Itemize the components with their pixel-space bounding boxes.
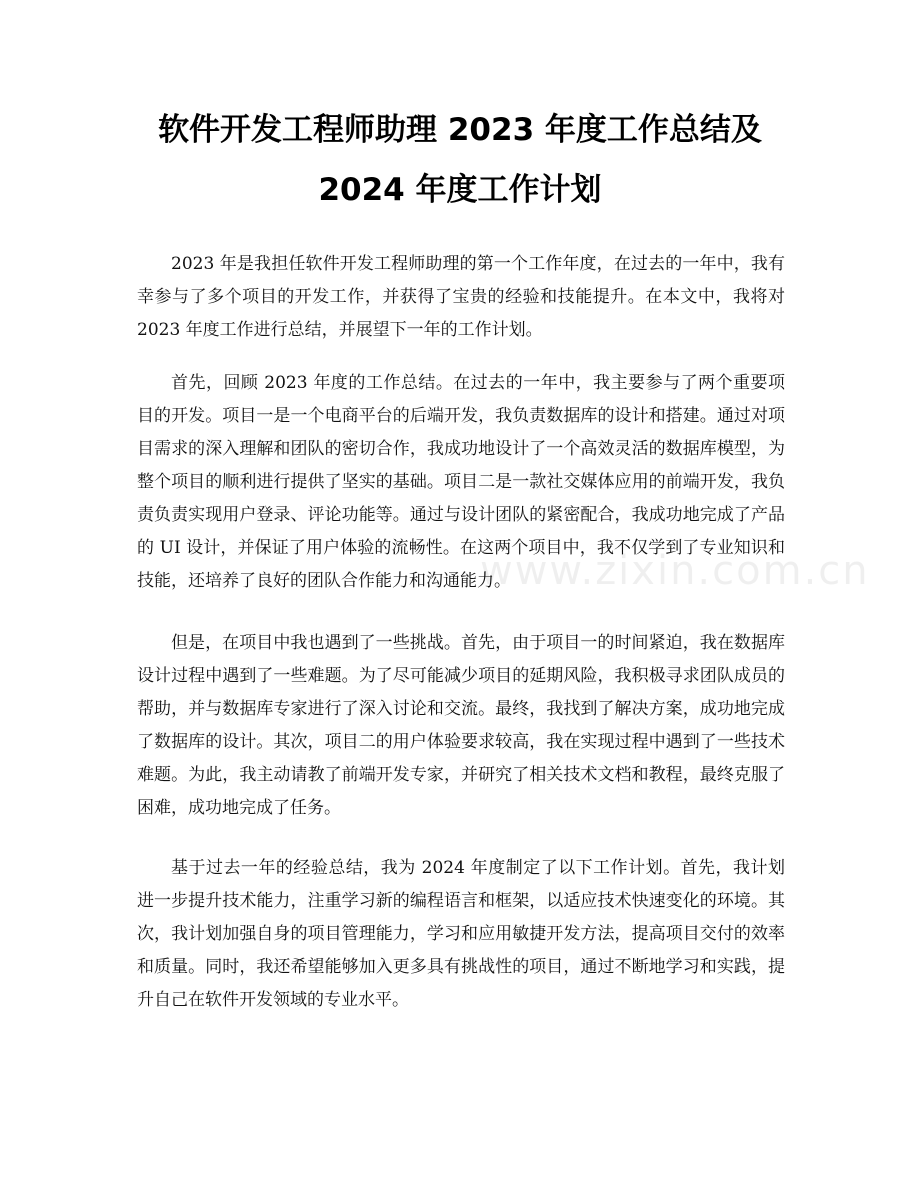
document-title-line-1: 软件开发工程师助理 2023 年度工作总结及 [158,112,762,148]
watermark: www.zixin.com.cn [480,548,870,594]
paragraph-challenges: 但是，在项目中我也遇到了一些挑战。首先，由于项目一的时间紧迫，我在数据库设计过程中遇到了一些难题。为了尽可能减少项目的延期风险，我积极寻求团队成员的帮助，并与数据库专家进行了深入讨论和交流。最终，我找到了解决方案，成功地完成了数据库的设计。其次，项目二的用户体验要求较高，我在实现过程中遇到了一些技术难题。为此，我主动请教了前端开发专家，并研究了相关技术文档和教程，最终克服了困难，成功地完成了任务。 [137,633,785,818]
paragraph-intro: 2023 年是我担任软件开发工程师助理的第一个工作年度，在过去的一年中，我有幸参与了多个项目的开发工作，并获得了宝贵的经验和技能提升。在本文中，我将对 2023 年度工作进行总结，并展望下一年的工作计划。 [137,254,785,340]
paragraph-summary: 首先，回顾 2023 年度的工作总结。在过去的一年中，我主要参与了两个重要项目的开发。项目一是一个电商平台的后端开发，我负责数据库的设计和搭建。通过对项目需求的深入理解和团队的密切合作，我成功地设计了一个高效灵活的数据库模型，为整个项目的顺利进行提供了坚实的基础。项目二是一款社交媒体应用的前端开发，我负责负责实现用户登录、评论功能等。通过与设计团队的紧密配合，我成功地完成了产品的 UI 设计，并保证了用户体验的流畅性。在这两个项目中，我不仅学到了专业知识和技能，还培养了良好的团队合作能力和沟通能力。 [137,373,785,591]
paragraph-plan: 基于过去一年的经验总结，我为 2024 年度制定了以下工作计划。首先，我计划进一步提升技术能力，注重学习新的编程语言和框架，以适应技术快速变化的环境。其次，我计划加强自身的项目管理能力，学习和应用敏捷开发方法，提高项目交付的效率和质量。同时，我还希望能够加入更多具有挑战性的项目，通过不断地学习和实践，提升自己在软件开发领域的专业水平。 [137,858,785,1010]
document-title-line-2: 2024 年度工作计划 [318,172,602,208]
